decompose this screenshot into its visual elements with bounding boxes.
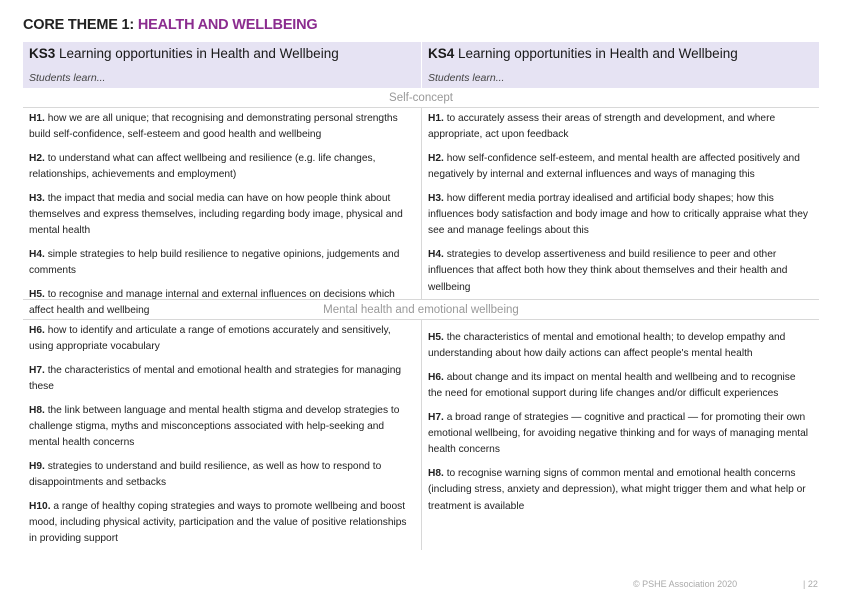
ks3-header (23, 42, 421, 88)
list-item: H8. to recognise warning signs of common mental and emotional health concerns (including stress, anxiety and depression), what might trigger them and what help or treatment is available (428, 467, 806, 512)
list-item: H6. about change and its impact on mental health and wellbeing and to recognise the need for emotional support during life changes and/or difficult experiences (428, 371, 796, 400)
list-item: H2. to understand what can affect wellbeing and resilience (e.g. life changes, relationships, achievements and employment) (29, 152, 376, 181)
copyright-notice: © PSHE Association 2020 (633, 579, 738, 589)
page-title (23, 17, 317, 33)
list-item: H8. the link between language and mental health stigma and develop strategies to challenge stigma, myths and misconceptions associated with help-seeking and mental health concerns (29, 404, 400, 449)
list-item: H1. to accurately assess their areas of strength and development, and where appropriate, act upon feedback (428, 113, 776, 141)
theme-label: CORE THEME 1: (23, 17, 138, 33)
list-item: H7. a broad range of strategies — cognitive and practical — for promoting their own emotional wellbeing, for avoiding negative thinking and for ways of managing mental health concerns (428, 411, 808, 456)
list-item: H5. the characteristics of mental and emotional health; to develop empathy and understanding about how daily actions can affect people's mental health (428, 332, 786, 360)
list-item: H3. the impact that media and social media can have on how people think about themselves and express themselves, including regarding body image, physical and mental health (29, 192, 403, 237)
section-heading-mental-health: Mental health and emotional wellbeing (23, 300, 819, 320)
list-item: H3. how different media portray idealised and artificial body shapes; how this influences body satisfaction and body image and how to critically appraise what they see and manage feelings about this (428, 192, 808, 237)
ks3-stage: KS3 (29, 46, 56, 61)
list-item: H10. a range of healthy coping strategies and ways to promote wellbeing and boost mood, including physical activity, participation and the value of positive relationships in providing support (29, 500, 407, 545)
ks4-stage: KS4 (428, 46, 455, 61)
table-header (23, 42, 819, 88)
list-item: H4. simple strategies to help build resilience to negative opinions, judgements and comments (29, 248, 400, 277)
list-item: H9. strategies to understand and build resilience, as well as how to respond to disappointments and setbacks (29, 460, 382, 489)
list-item: H7. the characteristics of mental and emotional health and strategies for managing these (29, 364, 402, 393)
ks4-column (421, 108, 819, 299)
section-heading-self-concept: Self-concept (23, 88, 819, 108)
ks4-title: Learning opportunities in Health and Wellbeing (454, 46, 738, 61)
ks3-title: Learning opportunities in Health and Wellbeing (55, 46, 339, 61)
page-number: | 22 (803, 579, 818, 589)
section-row-mental-health (23, 320, 819, 550)
ks3-subtitle: Students learn... (29, 72, 106, 84)
ks4-subtitle: Students learn... (428, 72, 505, 84)
ks4-header (421, 42, 819, 88)
list-item: H6. how to identify and articulate a range of emotions accurately and sensitively, using appropriate vocabulary (29, 325, 391, 353)
ks3-column (23, 320, 421, 550)
list-item: H2. how self-confidence self-esteem, and mental health are affected positively and negatively by internal and external influences and ways of managing this (428, 152, 800, 181)
ks4-column (421, 320, 819, 550)
list-item: H4. strategies to develop assertiveness and build resilience to peer and other influences that affect both how they think about themselves and their health and wellbeing (428, 248, 788, 293)
list-item: H1. how we are all unique; that recognising and demonstrating personal strengths build self-confidence, self-esteem and good health and wellbeing (29, 113, 398, 141)
list-item: H5. to recognise and manage internal and external influences on decisions which affect health and wellbeing (29, 288, 395, 317)
theme-name: HEALTH AND WELLBEING (137, 17, 318, 33)
curriculum-table (23, 42, 819, 550)
